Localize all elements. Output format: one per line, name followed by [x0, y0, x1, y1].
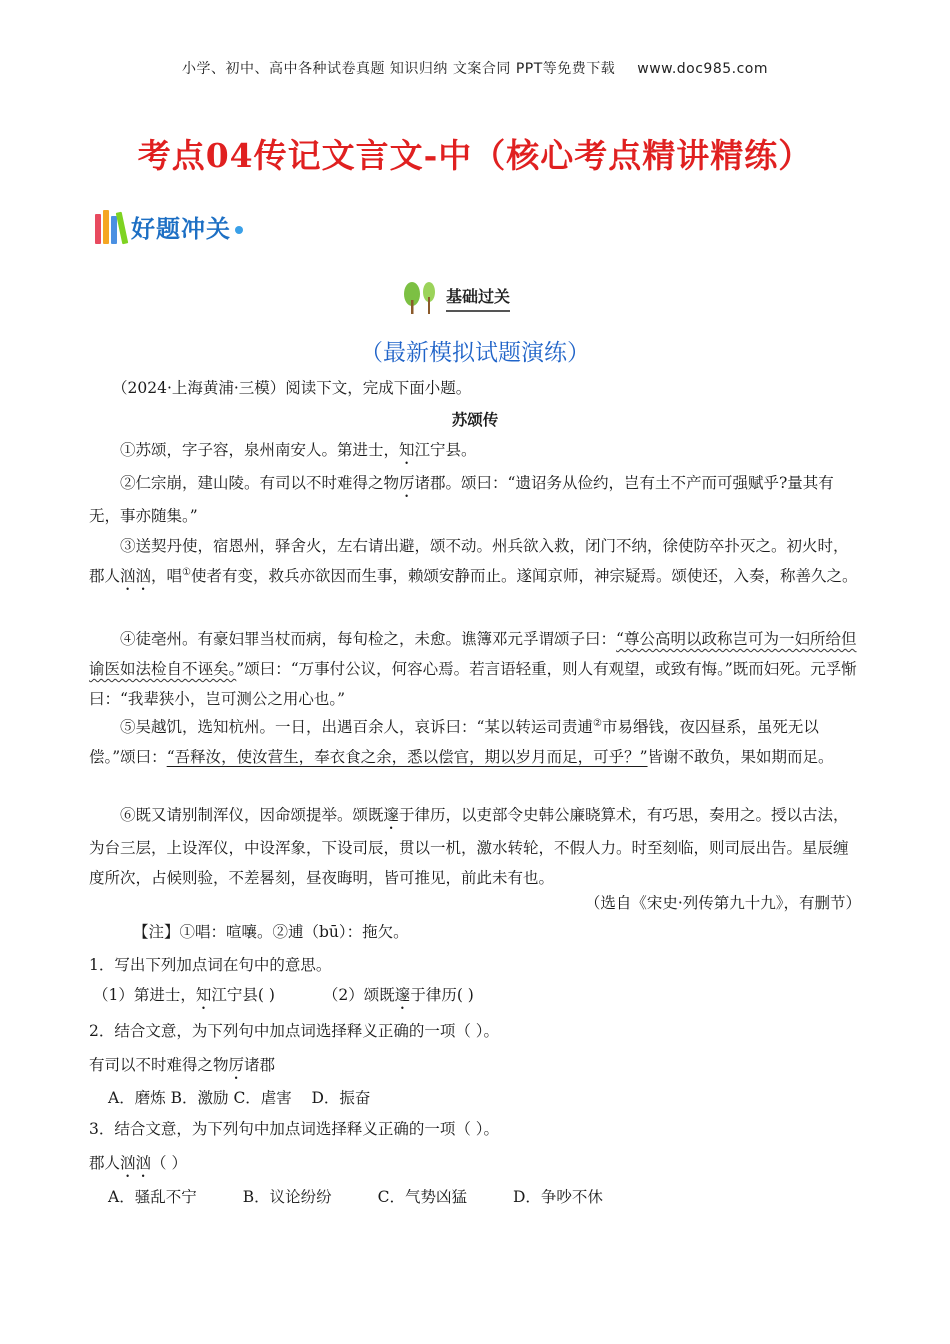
books-icon — [95, 208, 127, 244]
passage-title: 苏颂传 — [451, 410, 499, 429]
banner-label: 好题冲关 — [131, 214, 231, 243]
question-1-items: （1）第进士，知江宁县( ) （2）颂既邃于律历( ) — [93, 986, 474, 1004]
banner-dot-icon — [235, 226, 243, 234]
passage-p5: ⑤吴越饥，选知杭州。一日，出遇百余人，哀诉曰：“某以转运司责逋②市易缗钱，夜囚昼系，虽死无以偿。”颂曰：“吾释汝，使汝营生，奉衣食之余，悉以偿官，期以岁月而足，可乎？”皆谢不敢负，果如期而足。 — [89, 717, 834, 766]
passage-p1: ①苏颂，字子容，泉州南安人。第进士，知江宁县。 — [120, 441, 477, 459]
option-a: A．骚乱不宁 — [108, 1188, 197, 1206]
question-2-stem: 2．结合文意，为下列句中加点词选择释义正确的一项（ ）。 — [89, 1022, 500, 1040]
option-c: C．气势凶猛 — [377, 1188, 467, 1206]
badge-label: 基础过关 — [446, 284, 510, 312]
passage-p4: ④徒亳州。有豪妇罪当杖而病，每旬检之，未愈。谯簿邓元孚谓颂子曰：“尊公高明以政称岂可为一妇所给但谕医如法检自不诬矣。”颂曰：“万事付公议，何容心焉。若言语轻重，则人有观望，或致有悔。”既而妇死。元孚惭曰：“我辈狭小，岂可测公之用心也。” — [89, 630, 857, 708]
question-3-stem: 3．结合文意，为下列句中加点词选择释义正确的一项（ ）。 — [89, 1120, 500, 1138]
header-text: 小学、初中、高中各种试卷真题 知识归纳 文案合同 PPT等免费下载 — [181, 61, 616, 77]
level-badge — [400, 280, 510, 316]
question-2-options: A．磨炼 B．激励 C．虐害 D．振奋 — [108, 1089, 371, 1107]
question-2-sentence: 有司以不时难得之物厉诸郡 — [89, 1056, 276, 1074]
section-banner — [95, 206, 243, 246]
annotation-note: 【注】①唱：喧嚷。②逋（bū）：拖欠。 — [133, 923, 409, 941]
passage-source: （选自《宋史·列传第九十九》，有删节） — [584, 894, 861, 912]
passage-p3: ③送契丹使，宿恩州，驿舍火，左右请出避，颂不动。州兵欲入救，闭门不纳，徐使防卒扑灭之。初火时，郡人汹汹，唱①使者有变，救兵亦欲因而生事，赖颂安静而止。遂闻京师，神宗疑焉。颂使还，入奏，称善久之。 — [89, 537, 858, 585]
tree-icon — [400, 280, 440, 316]
section-subtitle: （最新模拟试题演练） — [360, 340, 590, 366]
question-1-stem: 1．写出下列加点词在句中的意思。 — [89, 956, 332, 974]
page-title: 考点04传记文言文-中（核心考点精讲精练） — [137, 136, 813, 175]
option-b: B．议论纷纷 — [242, 1188, 332, 1206]
header-url[interactable]: www.doc985.com — [637, 61, 769, 77]
question-intro: （2024·上海黄浦·三模）阅读下文，完成下面小题。 — [112, 379, 472, 397]
passage-p2: ②仁宗崩，建山陵。有司以不时难得之物厉诸郡。颂曰：“遗诏务从俭约，岂有土不产而可强赋乎?量其有无，事亦随集。” — [89, 474, 834, 525]
question-3-options — [108, 1182, 603, 1212]
question-3-sentence: 郡人汹汹（ ） — [89, 1154, 187, 1172]
page-header — [0, 58, 950, 78]
passage-p6: ⑥既又请别制浑仪，因命颂提举。颂既邃于律历，以吏部令史韩公廉晓算术，有巧思，奏用之。授以古法，为台三层，上设浑仪，中设浑象，下设司辰，贯以一机，激水转轮，不假人力。时至刻临，则司辰出告。星辰缠度所次，占候则验，不差晷刻，昼夜晦明，皆可推见，前此未有也。 — [89, 806, 849, 887]
option-d: D．争吵不休 — [512, 1188, 603, 1206]
